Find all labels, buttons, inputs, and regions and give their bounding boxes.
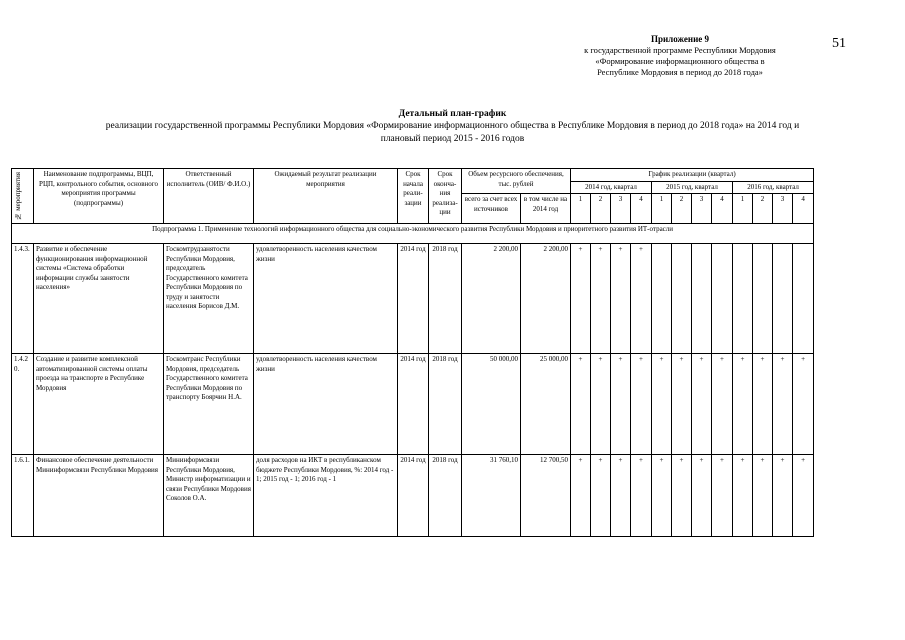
header-num-text: № мероприятия (14, 171, 22, 221)
header-funding-2014: в том числе на 2014 год (521, 194, 571, 224)
header-year-2015: 2015 год, квартал (652, 181, 733, 194)
row-quarter-mark (692, 244, 712, 354)
row-quarter-mark: + (793, 455, 814, 537)
row-quarter-mark: + (672, 354, 692, 455)
header-start: Срок начала реали-зации (398, 169, 429, 224)
header-quarter: 4 (793, 194, 814, 224)
row-result: удовлетворенность населения качеством жизни (254, 354, 398, 455)
row-quarter-mark: + (631, 455, 652, 537)
row-responsible: Госкомтрудзанятости Республики Мордовия, председатель Государственного комитета Республики Мордовия по труду и занятости населения Борисов Д.М. (164, 244, 254, 354)
row-quarter-mark: + (773, 455, 793, 537)
row-funding-total: 31 760,10 (462, 455, 521, 537)
row-quarter-mark: + (753, 455, 773, 537)
appendix-line: к государственной программе Республики Мордовия (584, 45, 776, 55)
page-number: 51 (832, 36, 846, 51)
appendix-line: «Формирование информационного общества в (595, 56, 765, 66)
header-schedule: График реализации (квартал) (571, 169, 814, 182)
header-quarter: 4 (712, 194, 733, 224)
header-quarter: 3 (611, 194, 631, 224)
row-quarter-mark (712, 244, 733, 354)
row-quarter-mark: + (611, 244, 631, 354)
row-quarter-mark (753, 244, 773, 354)
row-end: 2018 год (429, 244, 462, 354)
table-row (12, 354, 814, 455)
row-quarter-mark: + (692, 455, 712, 537)
header-quarter: 1 (652, 194, 672, 224)
row-quarter-mark: + (611, 455, 631, 537)
row-quarter-mark: + (571, 455, 591, 537)
row-quarter-mark: + (571, 354, 591, 455)
row-quarter-mark: + (652, 455, 672, 537)
row-quarter-mark (652, 244, 672, 354)
row-quarter-mark (793, 244, 814, 354)
header-quarter: 2 (753, 194, 773, 224)
table-row (12, 244, 814, 354)
header-quarter: 1 (733, 194, 753, 224)
row-funding-total: 50 000,00 (462, 354, 521, 455)
row-quarter-mark: + (591, 354, 611, 455)
header-year-2016: 2016 год, квартал (733, 181, 814, 194)
header-quarter: 4 (631, 194, 652, 224)
row-quarter-mark: + (631, 354, 652, 455)
row-num: 1.4.3. (12, 244, 34, 354)
plan-table (11, 168, 814, 537)
row-result: доля расходов на ИКТ в республиканском бюджете Республики Мордовия, %: 2014 год - 1; 2015 год - 1; 2016 год - 1 (254, 455, 398, 537)
row-name: Финансовое обеспечение деятельности Мининформсвязи Республики Мордовия (34, 455, 164, 537)
row-quarter-mark: + (672, 455, 692, 537)
header-quarter: 1 (571, 194, 591, 224)
row-quarter-mark: + (591, 455, 611, 537)
plan-title: Детальный план-график (398, 109, 507, 119)
appendix-title: Приложение 9 (650, 34, 710, 44)
row-quarter-mark: + (611, 354, 631, 455)
row-quarter-mark: + (753, 354, 773, 455)
row-quarter-mark (672, 244, 692, 354)
row-result: удовлетворенность населения качеством жизни (254, 244, 398, 354)
header-year-2014: 2014 год, квартал (571, 181, 652, 194)
row-end: 2018 год (429, 354, 462, 455)
plan-subtitle (0, 120, 905, 146)
appendix-line: Республике Мордовия в период до 2018 года» (597, 67, 763, 77)
header-responsible: Ответственный исполнитель (ОИВ/ Ф.И.О.) (164, 169, 254, 224)
row-funding-2014: 25 000,00 (521, 354, 571, 455)
section-title: Подпрограмма 1. Применение технологий информационного общества для социально-экономического развития Республики Мордовия и приоритетного развития ИТ-отрасли (12, 224, 814, 244)
header-name: Наименование подпрограммы, ВЦП, РЦП, контрольного события, основного мероприятия программы (подпрограммы) (34, 169, 164, 224)
header-quarter: 3 (692, 194, 712, 224)
row-quarter-mark: + (571, 244, 591, 354)
row-quarter-mark (733, 244, 753, 354)
header-result: Ожидаемый результат реализации мероприятия (254, 169, 398, 224)
row-quarter-mark: + (591, 244, 611, 354)
row-quarter-mark: + (712, 455, 733, 537)
header-num (12, 169, 34, 224)
row-quarter-mark: + (692, 354, 712, 455)
row-num: 1.4.20. (12, 354, 34, 455)
header-quarter: 3 (773, 194, 793, 224)
row-quarter-mark (773, 244, 793, 354)
row-quarter-mark: + (631, 244, 652, 354)
row-start: 2014 год (398, 455, 429, 537)
row-name: Развитие и обеспечение функционирования информационной системы «Система обработки информации службы занятости населения» (34, 244, 164, 354)
row-end: 2018 год (429, 455, 462, 537)
header-quarter: 2 (672, 194, 692, 224)
header-end: Срок оконча-ния реализа-ции (429, 169, 462, 224)
header-funding: Объем ресурсного обеспечения, тыс. рублей (462, 169, 571, 194)
appendix-block (560, 34, 800, 78)
row-quarter-mark: + (793, 354, 814, 455)
row-quarter-mark: + (712, 354, 733, 455)
table-row (12, 455, 814, 537)
row-funding-2014: 2 200,00 (521, 244, 571, 354)
row-quarter-mark: + (773, 354, 793, 455)
row-start: 2014 год (398, 244, 429, 354)
plan-subtitle-line: реализации государственной программы Республики Мордовия «Формирование информационного общества в Республике Мордовия в период до 2018 года» на 2014 год и (105, 121, 800, 131)
header-funding-total: всего за счет всех источников (462, 194, 521, 224)
header-quarter: 2 (591, 194, 611, 224)
row-funding-total: 2 200,00 (462, 244, 521, 354)
row-quarter-mark: + (652, 354, 672, 455)
row-start: 2014 год (398, 354, 429, 455)
row-quarter-mark: + (733, 455, 753, 537)
plan-subtitle-line: плановый период 2015 - 2016 годов (380, 134, 525, 144)
row-responsible: Мининформсвязи Республики Мордовия, Министр информатизации и связи Республики Мордовия Соколов О.А. (164, 455, 254, 537)
row-funding-2014: 12 700,50 (521, 455, 571, 537)
row-quarter-mark: + (733, 354, 753, 455)
row-num: 1.6.1. (12, 455, 34, 537)
row-name: Создание и развитие комплексной автоматизированной системы оплаты проезда на транспорте в Республике Мордовия (34, 354, 164, 455)
row-responsible: Госкомтранс Республики Мордовия, председатель Государственного комитета Республики Мордовия по транспорту Боярчин Н.А. (164, 354, 254, 455)
